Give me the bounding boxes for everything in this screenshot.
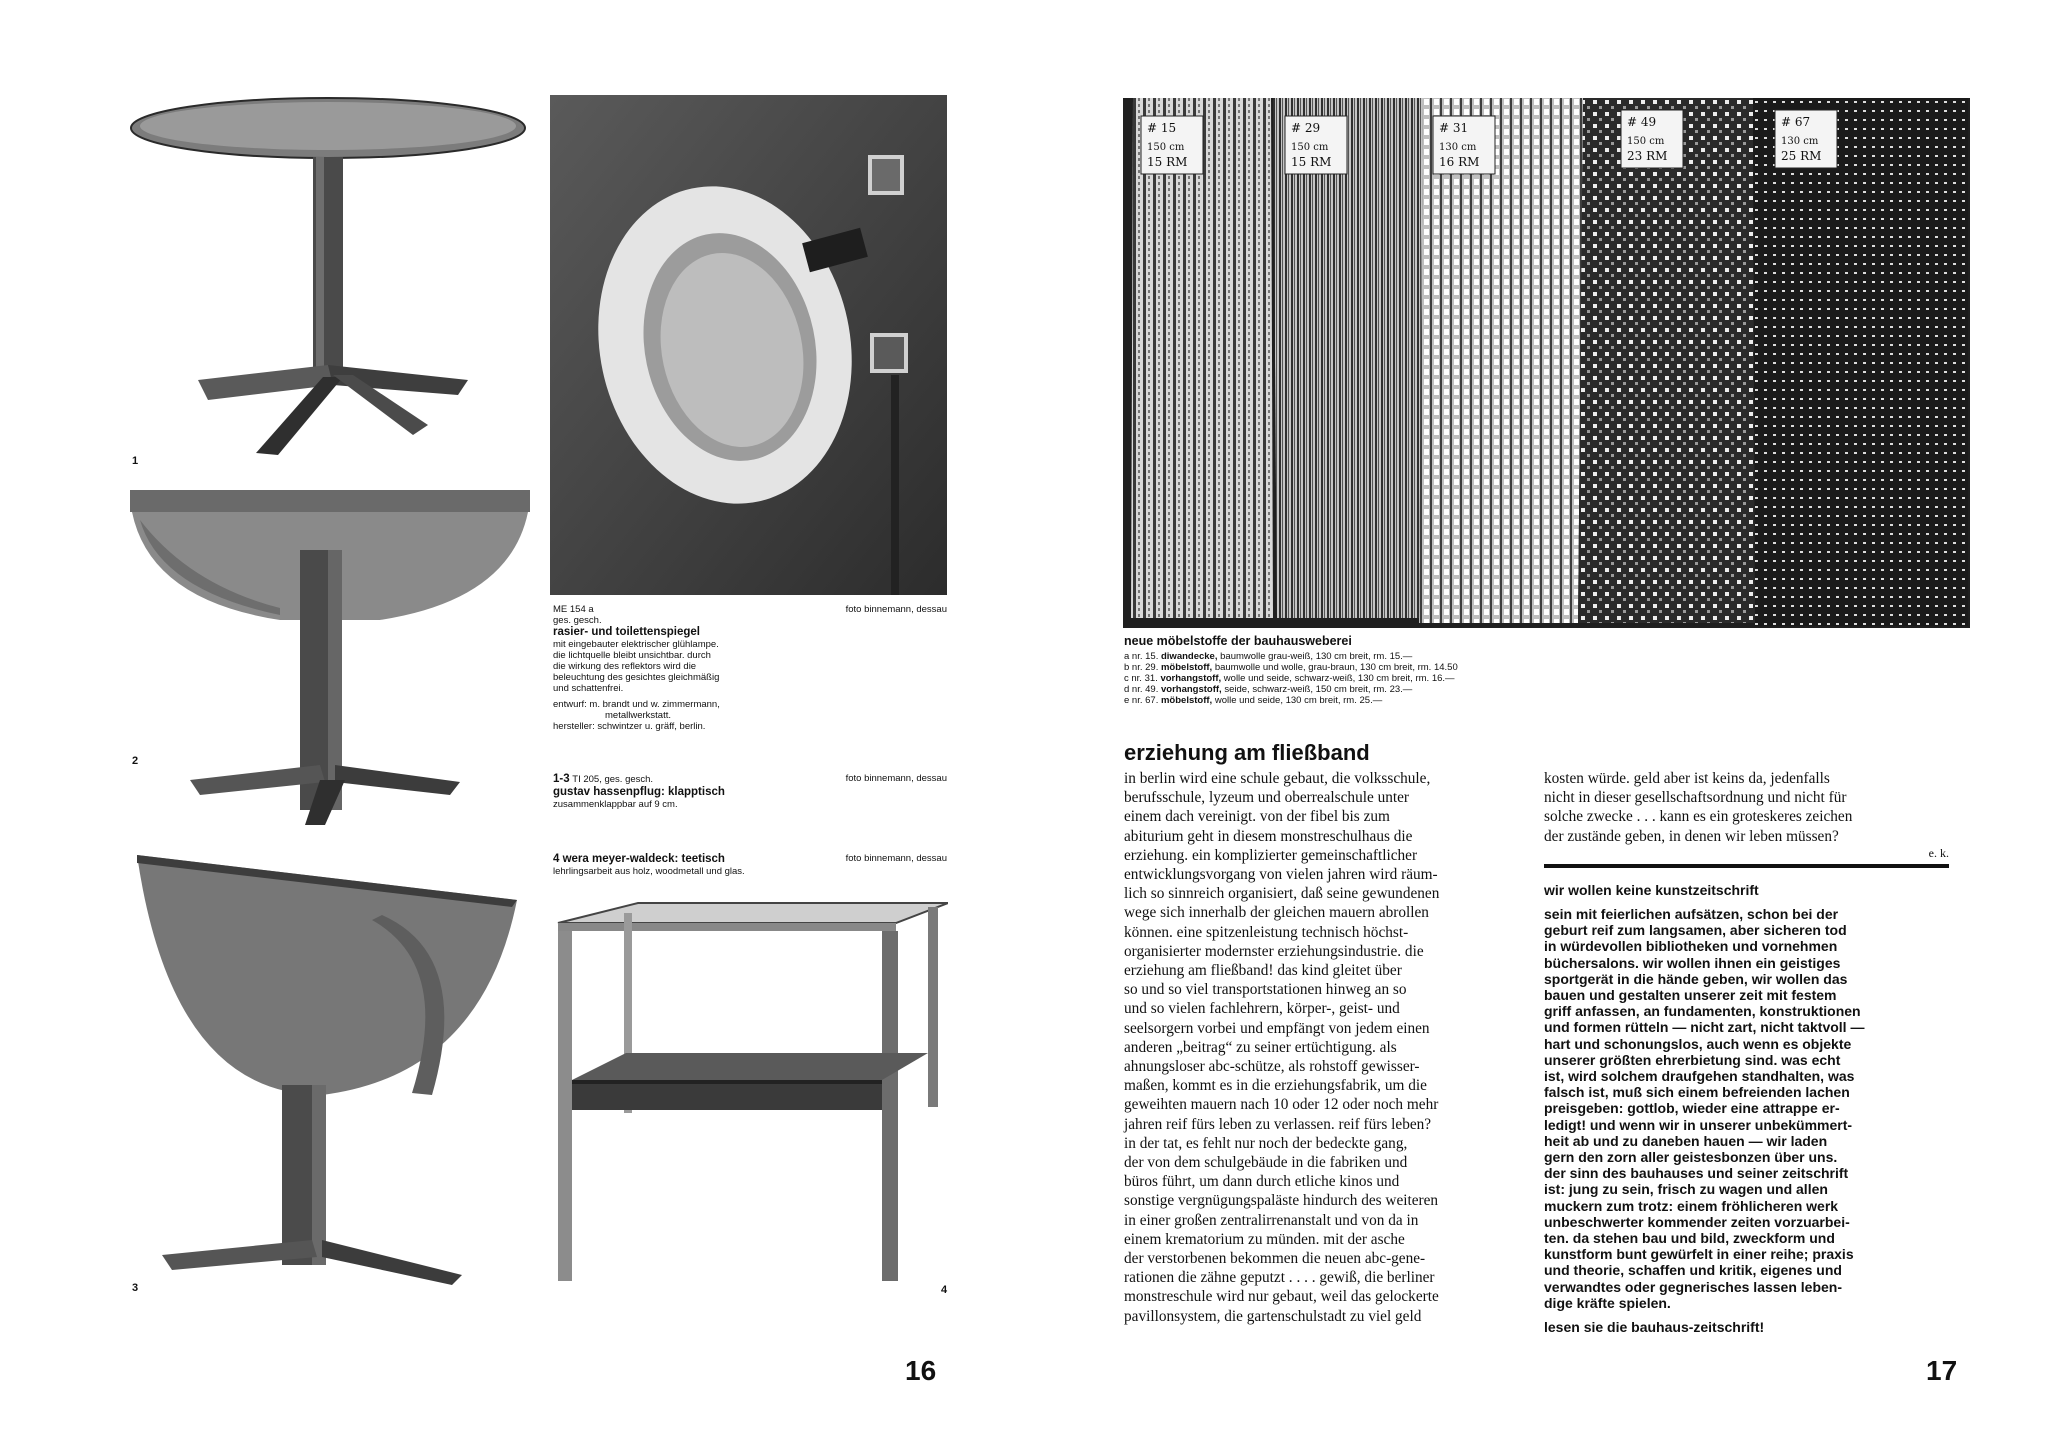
teatable-note: lehrlingsarbeit aus holz, woodmetall und glas. bbox=[553, 866, 745, 877]
article-line: und so vielen fachlehrern, körper-, geist- und bbox=[1124, 1000, 1400, 1018]
table-caption bbox=[553, 773, 947, 810]
article-line: lich so sinnreich organisiert, daß seine gewundenen bbox=[1124, 885, 1440, 903]
swatch-tag-3-num: # 31 bbox=[1439, 121, 1469, 135]
manifesto-line: ledigt! und wenn wir in unserer unbekümmert- bbox=[1544, 1116, 1853, 1133]
manifesto-line: gern den zorn aller geistesbonzen über uns. bbox=[1544, 1149, 1838, 1166]
mirror-desc-1: mit eingebauter elektrischer glühlampe. bbox=[553, 639, 719, 650]
photo-textile-swatches bbox=[1123, 98, 1970, 628]
mirror-desc-5: und schattenfrei. bbox=[553, 683, 624, 694]
article-line: jahren reif fürs leben zu verlassen. reif fürs leben? bbox=[1124, 1115, 1432, 1133]
swatch-tag-2-size: 150 cm bbox=[1291, 142, 1329, 153]
manifesto-line: dige kräfte spielen. bbox=[1544, 1294, 1671, 1311]
manifesto-body bbox=[1544, 906, 1949, 1311]
textile-row bbox=[1124, 684, 1764, 695]
table-range: 1-3 bbox=[553, 773, 570, 785]
textile-row-prefix: d nr. 49. bbox=[1124, 684, 1159, 695]
textile-row-detail: baumwolle und wolle, grau-braun, 130 cm breit, rm. 14.50 bbox=[1214, 662, 1458, 673]
manifesto-line: griff anfassen, an fundamenten, konstruktionen bbox=[1544, 1003, 1861, 1020]
article-line: seelsorgern vorbei und empfängt von jedem einen bbox=[1124, 1019, 1430, 1037]
swatch-tag-5-size: 130 cm bbox=[1781, 136, 1819, 147]
article-line: in der tat, es fehlt nur noch der bedeckte gang, bbox=[1124, 1134, 1408, 1152]
manifesto-line: geburt reif zum langsamen, aber sicheren tod bbox=[1544, 922, 1847, 939]
swatch-tag-2-price: 15 RM bbox=[1291, 155, 1332, 169]
manifesto-line: kunstform bunt gewürfelt in einer reihe; praxis bbox=[1544, 1246, 1854, 1263]
mirror-caption bbox=[553, 604, 947, 732]
textile-row-prefix: a nr. 15. bbox=[1124, 651, 1159, 662]
textile-row-prefix: c nr. 31. bbox=[1124, 673, 1158, 684]
teatable-caption bbox=[553, 853, 947, 877]
page-number-right: 17 bbox=[1926, 1355, 1958, 1386]
swatch-tag-4 bbox=[1621, 110, 1683, 168]
textile-row-prefix: e nr. 67. bbox=[1124, 695, 1159, 706]
manifesto-line: muckern zum trotz: einem fröhlicheren werk bbox=[1544, 1197, 1839, 1214]
manifesto-closing: lesen sie die bauhaus-zeitschrift! bbox=[1544, 1319, 1765, 1335]
manifesto-line: ist: jung zu sein, frisch zu wagen und allen bbox=[1544, 1181, 1828, 1198]
article-line: in berlin wird eine schule gebaut, die volksschule, bbox=[1124, 770, 1431, 787]
photo-shaving-mirror bbox=[550, 95, 947, 595]
article-line: maßen, kommt es in die erziehungsfabrik, um die bbox=[1124, 1077, 1427, 1095]
article-line: der verstorbenen bekommen die neuen abc-gene- bbox=[1124, 1250, 1426, 1268]
manifesto-line: falsch ist, muß sich einem befreienden lachen bbox=[1544, 1084, 1850, 1101]
textile-row-detail: baumwolle grau-weiß, 130 cm breit, rm. 15.— bbox=[1220, 651, 1413, 662]
mirror-protection: ges. gesch. bbox=[553, 615, 602, 626]
manifesto-line: sein mit feierlichen aufsätzen, schon bei der bbox=[1544, 906, 1839, 922]
swatch-tag-4-price: 23 RM bbox=[1627, 149, 1668, 163]
manifesto-line: hart und schonungslos, auch wenn es objekte bbox=[1544, 1035, 1852, 1052]
textile-row-name: möbelstoff, bbox=[1160, 695, 1213, 706]
article-line: nicht in dieser gesellschaftsordnung und nicht für bbox=[1544, 789, 1847, 807]
mirror-design-1: entwurf: m. brandt und w. zimmermann, bbox=[553, 699, 720, 710]
mirror-desc-2: die lichtquelle bleibt unsichtbar. durch bbox=[553, 650, 711, 661]
article-line: solche zwecke . . . kann es ein groteskeres zeichen bbox=[1544, 808, 1853, 826]
teatable-title: 4 wera meyer-waldeck: teetisch bbox=[553, 853, 725, 865]
article-line: pavillonsystem, die gartenschulstadt zu viel geld bbox=[1124, 1307, 1422, 1325]
page-number-left: 16 bbox=[905, 1355, 937, 1386]
table-title: gustav hassenpflug: klapptisch bbox=[553, 786, 725, 798]
manifesto-line: bauen und gestalten unserer zeit mit festem bbox=[1544, 987, 1837, 1004]
swatch-tag-3 bbox=[1433, 116, 1495, 174]
article-line: entwicklungsvorgang von vielen jahren wird räum- bbox=[1124, 866, 1438, 884]
textile-row-name: diwandecke, bbox=[1160, 651, 1218, 662]
right-page bbox=[1024, 0, 2048, 1448]
article-line: können. eine spitzenleistung technisch höchst- bbox=[1124, 923, 1409, 941]
manifesto-line: sportgerät in die hände geben, wir wollen das bbox=[1544, 970, 1848, 987]
article-line: in einer großen zentralirrenanstalt und von da in bbox=[1124, 1211, 1419, 1229]
table-photo-credit: foto binnemann, dessau bbox=[845, 773, 947, 784]
swatch-tag-1-price: 15 RM bbox=[1147, 155, 1188, 169]
section-divider bbox=[1544, 864, 1949, 868]
swatch-tag-4-num: # 49 bbox=[1627, 115, 1657, 129]
table-note: zusammenklappbar auf 9 cm. bbox=[553, 799, 678, 810]
article-line: büros führt, um dann durch etliche kinos und bbox=[1124, 1173, 1400, 1191]
textile-caption-title: neue möbelstoffe der bauhausweberei bbox=[1124, 634, 1352, 648]
manifesto-line: unserer größten ehrerbietung sind. was echt bbox=[1544, 1051, 1841, 1068]
article-line: der von dem schulgebäude in die fabriken und bbox=[1124, 1154, 1408, 1172]
article-line: einem dach vereinigt. von der fibel bis zum bbox=[1124, 808, 1390, 826]
swatch-tag-1-num: # 15 bbox=[1147, 121, 1177, 135]
textile-row-name: vorhangstoff, bbox=[1160, 673, 1222, 684]
textile-row-detail: seide, schwarz-weiß, 150 cm breit, rm. 23.— bbox=[1224, 684, 1413, 695]
mirror-desc-3: die wirkung des reflektors wird die bbox=[553, 661, 697, 672]
mirror-model: ME 154 a bbox=[553, 604, 594, 615]
article-line: einem krematorium zu münden. mit der asche bbox=[1124, 1230, 1405, 1248]
swatch-tag-3-price: 16 RM bbox=[1439, 155, 1480, 169]
article-line: abiturium geht in diesem monstreschulhaus die bbox=[1124, 827, 1413, 845]
article-title: erziehung am fließband bbox=[1124, 740, 1370, 765]
textile-row bbox=[1124, 662, 1764, 673]
article-line: kosten würde. geld aber ist keins da, jedenfalls bbox=[1544, 770, 1830, 787]
article-line: geweihten mauern nach 10 oder 12 oder noch mehr bbox=[1124, 1096, 1439, 1114]
swatch-tag-2-num: # 29 bbox=[1291, 121, 1321, 135]
textile-row-name: vorhangstoff, bbox=[1160, 684, 1222, 695]
manifesto-line: büchersalons. wir wollen ihnen ein geistiges bbox=[1544, 954, 1841, 971]
article-line: erziehung. ein komplizierter gemeinschaftlicher bbox=[1124, 846, 1418, 864]
swatch-tag-5 bbox=[1775, 110, 1837, 168]
article-line: sonstige vergnügungspaläste hindurch des weiteren bbox=[1124, 1192, 1439, 1210]
manifesto-line: und formen rütteln — nicht zart, nicht taktvoll — bbox=[1544, 1019, 1865, 1036]
fig-label-3: 3 bbox=[132, 1282, 139, 1294]
article-line: ahnungsloser abc-schütze, als rohstoff gewisser- bbox=[1124, 1058, 1420, 1076]
manifesto-line: der sinn des bauhauses und seiner zeitschrift bbox=[1544, 1165, 1849, 1182]
mirror-design-2: metallwerkstatt. bbox=[605, 710, 671, 721]
article-line: der zustände geben, in denen wir leben müssen? bbox=[1544, 827, 1839, 845]
mirror-desc-4: beleuchtung des gesichtes gleichmäßig bbox=[553, 672, 720, 683]
photo-tea-table bbox=[548, 895, 948, 1295]
textile-row-detail: wolle und seide, 130 cm breit, rm. 25.— bbox=[1214, 695, 1383, 706]
swatch-tag-5-price: 25 RM bbox=[1781, 149, 1822, 163]
article-line: anderen „beitrag“ zu seiner ertüchtigung. als bbox=[1124, 1038, 1397, 1056]
manifesto-line: in würdevollen bibliotheken und vornehmen bbox=[1544, 938, 1838, 955]
table-model: TI 205, ges. gesch. bbox=[572, 774, 654, 785]
textile-row-prefix: b nr. 29. bbox=[1124, 662, 1159, 673]
article-column-1 bbox=[1124, 769, 1522, 1326]
teatable-photo-credit: foto binnemann, dessau bbox=[845, 853, 947, 864]
photo-folding-table bbox=[132, 845, 524, 1295]
manifesto-line: preisgeben: gottlob, wieder eine attrappe er- bbox=[1544, 1100, 1840, 1117]
manifesto-line: ten. da stehen bau und bild, zweckform und bbox=[1544, 1230, 1835, 1247]
manifesto-line: und theorie, schaffen und kritik, eigenes und bbox=[1544, 1262, 1842, 1279]
swatch-tag-1 bbox=[1141, 116, 1203, 174]
manifesto-title: wir wollen keine kunstzeitschrift bbox=[1544, 882, 1759, 898]
article-signature: e. k. bbox=[1928, 845, 1949, 860]
swatch-tag-3-size: 130 cm bbox=[1439, 142, 1477, 153]
manifesto-line: unbeschwerter kommender zeiten vorzuarbei- bbox=[1544, 1213, 1850, 1230]
article-line: organisierter modernster erziehungsindustrie. die bbox=[1124, 942, 1424, 960]
fig-label-4: 4 bbox=[941, 1284, 948, 1296]
fig-label-1: 1 bbox=[132, 455, 139, 467]
article-line: rationen die zähne geputzt . . . . gewiß, die berliner bbox=[1124, 1269, 1435, 1287]
article-line: monstreschule wird nur gebaut, weil das gelockerte bbox=[1124, 1288, 1439, 1306]
mirror-title: rasier- und toilettenspiegel bbox=[553, 626, 700, 638]
mirror-maker: hersteller: schwintzer u. gräff, berlin. bbox=[553, 721, 706, 732]
mirror-photo-credit: foto binnemann, dessau bbox=[845, 604, 947, 615]
textile-row bbox=[1124, 695, 1764, 706]
photo-round-table bbox=[128, 95, 538, 465]
article-line: berufsschule, lyzeum und oberrealschule unter bbox=[1124, 789, 1410, 807]
fig-label-2: 2 bbox=[132, 755, 139, 767]
textile-row bbox=[1124, 651, 1764, 662]
manifesto-line: verwandtes oder gegnerisches lassen leben- bbox=[1544, 1278, 1843, 1295]
textile-row-name: möbelstoff, bbox=[1160, 662, 1213, 673]
textile-row bbox=[1124, 673, 1764, 684]
manifesto-line: heit ab und zu daneben hauen — wir laden bbox=[1544, 1132, 1828, 1149]
article-line: so und so viel transportstationen hinweg an so bbox=[1124, 981, 1407, 999]
article-column-2 bbox=[1544, 769, 1949, 860]
article-line: wege sich innerhalb der gleichen mauern abrollen bbox=[1124, 904, 1429, 922]
swatch-tag-4-size: 150 cm bbox=[1627, 136, 1665, 147]
swatch-tag-5-num: # 67 bbox=[1781, 115, 1811, 129]
textile-row-detail: wolle und seide, schwarz-weiß, 130 cm breit, rm. 16.— bbox=[1223, 673, 1455, 684]
manifesto-line: ist, wird solchem draufgehen standhalten, was bbox=[1544, 1068, 1855, 1085]
swatch-tag-2 bbox=[1285, 116, 1347, 174]
photo-demilune-table bbox=[130, 490, 530, 830]
article-line: erziehung am fließband! das kind gleitet über bbox=[1124, 962, 1402, 980]
swatch-tag-1-size: 150 cm bbox=[1147, 142, 1185, 153]
textile-caption bbox=[1124, 634, 1764, 706]
